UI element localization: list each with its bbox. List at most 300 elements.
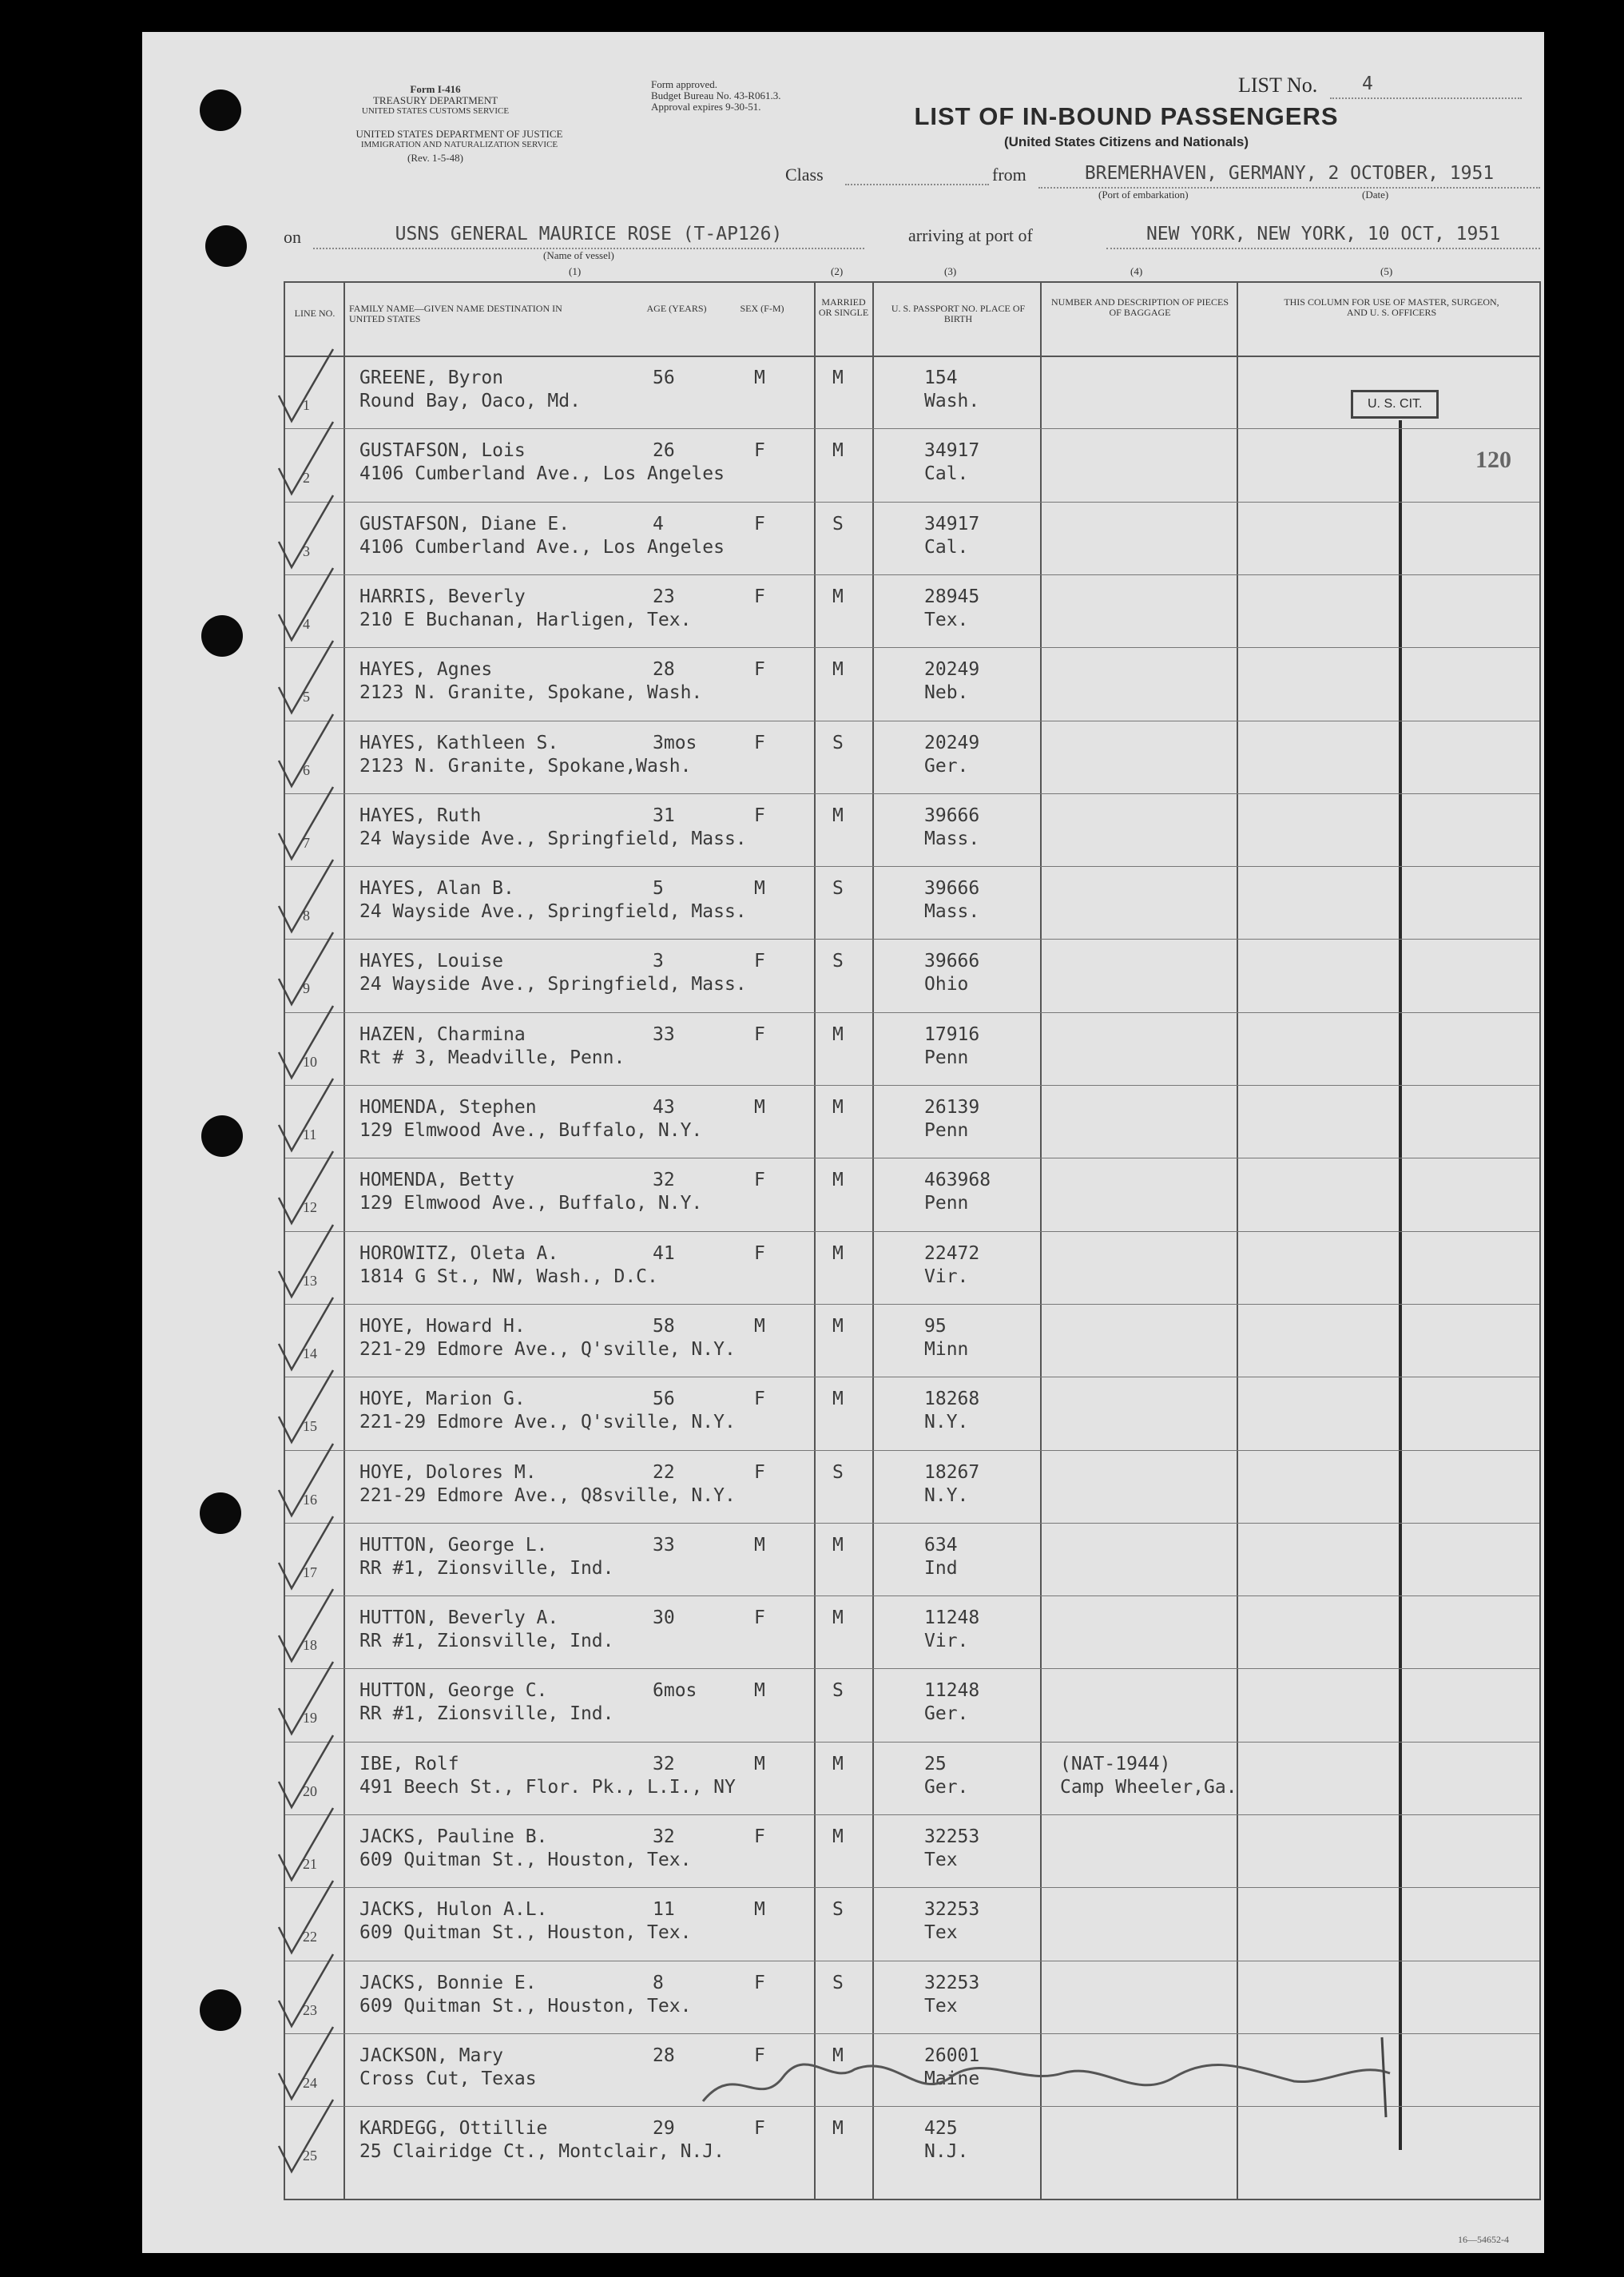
- sex: F: [754, 805, 765, 826]
- footer-code: 16—54652-4: [1458, 2234, 1509, 2245]
- line-number: 16: [303, 1491, 317, 1508]
- row-divider: [285, 502, 1539, 503]
- sex: F: [754, 1826, 765, 1847]
- place-of-birth: Tex: [924, 1995, 958, 2017]
- destination: 24 Wayside Ave., Springfield, Mass.: [359, 974, 747, 995]
- table-row: [285, 647, 1539, 720]
- marital-status: M: [832, 2118, 844, 2140]
- marital-status: S: [832, 732, 844, 753]
- line-number: 1: [303, 397, 310, 413]
- passenger-name: HAZEN, Charmina: [359, 1023, 526, 1045]
- sex: F: [754, 440, 765, 462]
- marital-status: M: [832, 1170, 844, 1191]
- list-no-label: LIST No.: [1238, 74, 1318, 97]
- destination: 2123 N. Granite, Spokane, Wash.: [359, 682, 703, 704]
- form-ins: IMMIGRATION AND NATURALIZATION SERVICE: [360, 140, 558, 149]
- passport-number: 463968: [924, 1170, 991, 1191]
- destination: Rt # 3, Meadville, Penn.: [359, 1047, 625, 1068]
- table-row: [285, 1814, 1539, 1887]
- check-mark: [277, 1816, 349, 1888]
- destination: 609 Quitman St., Houston, Tex.: [359, 1995, 692, 2017]
- line-number: 25: [303, 2148, 317, 2164]
- place-of-birth: Mass.: [924, 828, 980, 849]
- age: 58: [653, 1315, 675, 1337]
- line-number: 9: [303, 980, 310, 997]
- passport-number: 20249: [924, 732, 980, 753]
- form-doj: UNITED STATES DEPARTMENT OF JUSTICE: [355, 128, 563, 140]
- row-divider: [285, 1012, 1539, 1013]
- passenger-name: JACKS, Pauline B.: [359, 1826, 548, 1847]
- passenger-name: JACKS, Bonnie E.: [359, 1972, 537, 1993]
- check-mark: [277, 940, 349, 1012]
- check-mark: [277, 430, 349, 502]
- vessel-value: USNS GENERAL MAURICE ROSE (T-AP126): [313, 224, 864, 249]
- age: 56: [653, 1389, 675, 1410]
- form-rev: (Rev. 1-5-48): [407, 152, 463, 164]
- on-label: on: [284, 227, 301, 247]
- col-header-married: MARRIED OR SINGLE: [818, 296, 869, 318]
- passport-number: 26001: [924, 2045, 980, 2066]
- destination: 129 Elmwood Ave., Buffalo, N.Y.: [359, 1193, 703, 1214]
- sex: M: [754, 1097, 765, 1118]
- sex: M: [754, 1680, 765, 1702]
- age: 26: [653, 440, 675, 462]
- row-divider: [285, 1304, 1539, 1305]
- date-note: (Date): [1362, 189, 1389, 201]
- sex: F: [754, 2045, 765, 2066]
- marital-status: M: [832, 1753, 844, 1774]
- place-of-birth: Cal.: [924, 463, 969, 485]
- place-of-birth: Tex: [924, 1922, 958, 1944]
- passenger-name: JACKSON, Mary: [359, 2045, 504, 2066]
- col-header-officers: THIS COLUMN FOR USE OF MASTER, SURGEON, AND U. S. OFFICERS: [1284, 296, 1499, 318]
- place-of-birth: Wash.: [924, 391, 980, 411]
- sex: M: [754, 1753, 765, 1774]
- destination: 2123 N. Granite, Spokane,Wash.: [359, 755, 692, 777]
- table-row: [285, 356, 1539, 428]
- passenger-name: HAYES, Agnes: [359, 659, 493, 681]
- line-number: 24: [303, 2074, 317, 2091]
- row-divider: [285, 1231, 1539, 1232]
- check-mark: [277, 576, 349, 648]
- passenger-name: HUTTON, George L.: [359, 1534, 548, 1556]
- sex: M: [754, 1899, 765, 1921]
- sex: F: [754, 1972, 765, 1993]
- col-number: (1): [569, 265, 582, 277]
- sex: F: [754, 513, 765, 534]
- check-mark: [277, 2108, 349, 2180]
- table-row: [285, 428, 1539, 501]
- punch-hole: [200, 1989, 241, 2031]
- age: 32: [653, 1826, 675, 1847]
- row-divider: [285, 574, 1539, 575]
- passenger-name: HAYES, Louise: [359, 951, 504, 972]
- passenger-name: HAYES, Alan B.: [359, 878, 514, 900]
- page-title: LIST OF IN-BOUND PASSENGERS: [914, 102, 1339, 130]
- marital-status: M: [832, 368, 844, 388]
- row-divider: [285, 1668, 1539, 1669]
- passenger-table: [284, 281, 1541, 2200]
- age: 22: [653, 1461, 675, 1483]
- passenger-name: HAYES, Kathleen S.: [359, 732, 559, 753]
- punch-hole: [200, 1492, 241, 1534]
- row-divider: [285, 1887, 1539, 1888]
- passenger-name: GREENE, Byron: [359, 368, 504, 388]
- table-row: [285, 1668, 1539, 1741]
- place-of-birth: Ohio: [924, 974, 969, 995]
- marital-status: M: [832, 2045, 844, 2066]
- check-mark: [277, 357, 349, 429]
- age: 30: [653, 1607, 675, 1629]
- row-divider: [285, 1595, 1539, 1596]
- destination: 25 Clairidge Ct., Montclair, N.J.: [359, 2141, 725, 2163]
- sex: F: [754, 1607, 765, 1629]
- check-mark: [277, 1305, 349, 1377]
- passport-number: 32253: [924, 1826, 980, 1847]
- passenger-name: HARRIS, Beverly: [359, 586, 526, 607]
- baggage-note: (NAT-1944) Camp Wheeler,Ga.: [1060, 1753, 1237, 1798]
- line-number: 22: [303, 1929, 317, 1945]
- marital-status: S: [832, 1461, 844, 1483]
- sex: F: [754, 951, 765, 972]
- marital-status: M: [832, 1242, 844, 1264]
- approval-expires: Approval expires 9-30-51.: [651, 101, 761, 113]
- passenger-name: IBE, Rolf: [359, 1753, 459, 1774]
- table-row: [285, 1523, 1539, 1595]
- age: 5: [653, 878, 664, 900]
- passenger-name: HOROWITZ, Oleta A.: [359, 1242, 559, 1264]
- punch-hole: [205, 225, 247, 267]
- sex: M: [754, 368, 765, 388]
- marital-status: S: [832, 951, 844, 972]
- place-of-birth: Vir.: [924, 1631, 969, 1652]
- table-row: [285, 1450, 1539, 1523]
- line-number: 21: [303, 1856, 317, 1872]
- sex: F: [754, 1023, 765, 1045]
- marital-status: M: [832, 1826, 844, 1847]
- punch-hole: [201, 615, 243, 657]
- line-number: 18: [303, 1637, 317, 1654]
- budget-bureau: Budget Bureau No. 43-R061.3.: [651, 89, 781, 101]
- passport-number: 32253: [924, 1899, 980, 1921]
- passport-number: 39666: [924, 805, 980, 826]
- destination: 491 Beech St., Flor. Pk., L.I., NY: [359, 1776, 736, 1798]
- row-divider: [285, 647, 1539, 648]
- embarkation-value: BREMERHAVEN, GERMANY, 2 OCTOBER, 1951: [1038, 163, 1540, 189]
- check-mark: [277, 868, 349, 940]
- from-label: from: [992, 165, 1026, 185]
- row-divider: [285, 866, 1539, 867]
- place-of-birth: Minn: [924, 1338, 969, 1360]
- check-mark: [277, 1087, 349, 1158]
- marital-status: M: [832, 805, 844, 826]
- passenger-name: HOYE, Dolores M.: [359, 1461, 537, 1483]
- passenger-name: HUTTON, Beverly A.: [359, 1607, 559, 1629]
- col-header-baggage: NUMBER AND DESCRIPTION OF PIECES OF BAGGAGE: [1050, 296, 1229, 318]
- destination: 24 Wayside Ave., Springfield, Mass.: [359, 828, 747, 849]
- passport-number: 25: [924, 1753, 947, 1774]
- passenger-name: HOYE, Howard H.: [359, 1315, 526, 1337]
- marital-status: M: [832, 586, 844, 607]
- line-number: 23: [303, 2001, 317, 2018]
- check-mark: [277, 1159, 349, 1231]
- col-header-passport: U. S. PASSPORT NO. PLACE OF BIRTH: [891, 303, 1026, 324]
- destination: RR #1, Zionsville, Ind.: [359, 1703, 614, 1725]
- passport-number: 154: [924, 368, 958, 388]
- passenger-name: KARDEGG, Ottillie: [359, 2118, 548, 2140]
- sex: F: [754, 586, 765, 607]
- destination: RR #1, Zionsville, Ind.: [359, 1631, 614, 1652]
- check-mark: [277, 2035, 349, 2107]
- place-of-birth: N.Y.: [924, 1484, 969, 1506]
- check-mark: [277, 1378, 349, 1450]
- age: 29: [653, 2118, 675, 2140]
- table-row: [285, 1012, 1539, 1085]
- line-number: 19: [303, 1710, 317, 1727]
- check-mark: [277, 1743, 349, 1815]
- line-number: 12: [303, 1199, 317, 1216]
- col-header-age: AGE (YEARS): [646, 303, 707, 314]
- table-row: [285, 1231, 1539, 1304]
- check-mark: [277, 1014, 349, 1086]
- sex: F: [754, 1242, 765, 1264]
- destination: 1814 G St., NW, Wash., D.C.: [359, 1266, 658, 1287]
- row-divider: [285, 428, 1539, 429]
- passenger-name: HAYES, Ruth: [359, 805, 482, 826]
- line-number: 14: [303, 1345, 317, 1361]
- line-number: 5: [303, 689, 310, 705]
- age: 3mos: [653, 732, 697, 753]
- place-of-birth: Ger.: [924, 755, 969, 777]
- table-row: [285, 1377, 1539, 1449]
- table-row: [285, 721, 1539, 793]
- table-row: [285, 1595, 1539, 1668]
- col-number: (3): [944, 265, 957, 277]
- row-divider: [285, 939, 1539, 940]
- line-number: 4: [303, 615, 310, 632]
- row-divider: [285, 1814, 1539, 1815]
- check-mark: [277, 1452, 349, 1524]
- form-approved: Form approved.: [651, 78, 718, 90]
- list-no-value: 4: [1362, 74, 1373, 94]
- line-number: 8: [303, 908, 310, 924]
- passenger-name: HOMENDA, Betty: [359, 1170, 514, 1191]
- line-number: 20: [303, 1782, 317, 1799]
- marital-status: M: [832, 1315, 844, 1337]
- passport-number: 11248: [924, 1607, 980, 1629]
- sex: F: [754, 1170, 765, 1191]
- marital-status: M: [832, 659, 844, 681]
- destination: 221-29 Edmore Ave., Q'sville, N.Y.: [359, 1338, 736, 1360]
- line-number: 11: [303, 1127, 317, 1142]
- age: 33: [653, 1534, 675, 1556]
- passenger-name: GUSTAFSON, Diane E.: [359, 513, 570, 534]
- sex: F: [754, 659, 765, 681]
- marital-status: M: [832, 440, 844, 462]
- table-row: [285, 1961, 1539, 2033]
- col-number: (2): [831, 265, 844, 277]
- page-subtitle: (United States Citizens and Nationals): [1003, 134, 1249, 149]
- marital-status: S: [832, 1899, 844, 1921]
- marital-status: M: [832, 1097, 844, 1118]
- place-of-birth: Cal.: [924, 536, 969, 558]
- row-divider: [285, 1085, 1539, 1086]
- sex: M: [754, 1534, 765, 1556]
- destination: Round Bay, Oaco, Md.: [359, 391, 581, 411]
- passport-number: 34917: [924, 440, 980, 462]
- line-number: 10: [303, 1053, 317, 1070]
- arriving-label: arriving at port of: [908, 225, 1033, 245]
- age: 56: [653, 368, 675, 388]
- check-mark: [277, 503, 349, 575]
- passport-number: 18267: [924, 1461, 980, 1483]
- form-number: Form I-416: [410, 83, 461, 95]
- passport-number: 17916: [924, 1023, 980, 1045]
- marital-status: M: [832, 1389, 844, 1410]
- place-of-birth: Neb.: [924, 682, 969, 704]
- line-number: 3: [303, 542, 310, 559]
- line-number: 7: [303, 834, 310, 851]
- place-of-birth: Maine: [924, 2068, 980, 2089]
- list-no-line: [1330, 74, 1522, 99]
- sex: F: [754, 2118, 765, 2140]
- passenger-name: HOYE, Marion G.: [359, 1389, 526, 1410]
- table-row: [285, 1887, 1539, 1960]
- destination: RR #1, Zionsville, Ind.: [359, 1557, 614, 1579]
- age: 28: [653, 2045, 675, 2066]
- place-of-birth: Tex: [924, 1850, 958, 1870]
- marital-status: M: [832, 1607, 844, 1629]
- signature-scrawl: [687, 2029, 1422, 2125]
- place-of-birth: Penn: [924, 1120, 969, 1141]
- age: 33: [653, 1023, 675, 1045]
- table-row: [285, 939, 1539, 1011]
- passport-number: 95: [924, 1315, 947, 1337]
- passport-number: 634: [924, 1534, 958, 1556]
- passenger-name: HOMENDA, Stephen: [359, 1097, 537, 1118]
- marital-status: S: [832, 1680, 844, 1702]
- line-number: 15: [303, 1418, 317, 1435]
- marital-status: S: [832, 1972, 844, 1993]
- passport-number: 26139: [924, 1097, 980, 1118]
- check-mark: [277, 1962, 349, 2034]
- marital-status: S: [832, 513, 844, 534]
- place-of-birth: Penn: [924, 1193, 969, 1214]
- age: 11: [653, 1899, 675, 1921]
- place-of-birth: N.J.: [924, 2141, 969, 2163]
- age: 4: [653, 513, 664, 534]
- place-of-birth: Tex.: [924, 609, 969, 630]
- place-of-birth: Mass.: [924, 901, 980, 923]
- table-row: [285, 793, 1539, 866]
- col-header-line: LINE NO.: [294, 308, 336, 319]
- sex: F: [754, 732, 765, 753]
- check-mark: [277, 649, 349, 721]
- destination: 4106 Cumberland Ave., Los Angeles: [359, 463, 725, 485]
- sex: M: [754, 1315, 765, 1337]
- passenger-name: JACKS, Hulon A.L.: [359, 1899, 548, 1921]
- destination: 609 Quitman St., Houston, Tex.: [359, 1850, 692, 1870]
- destination: 210 E Buchanan, Harligen, Tex.: [359, 609, 692, 630]
- passenger-name: HUTTON, George C.: [359, 1680, 548, 1702]
- row-divider: [285, 1450, 1539, 1451]
- age: 31: [653, 805, 675, 826]
- passport-number: 425: [924, 2118, 958, 2140]
- passport-number: 22472: [924, 1242, 980, 1264]
- passport-number: 28945: [924, 586, 980, 607]
- place-of-birth: Penn: [924, 1047, 969, 1068]
- check-mark: [277, 1670, 349, 1742]
- check-mark: [277, 1889, 349, 1961]
- place-of-birth: Ger.: [924, 1776, 969, 1798]
- check-mark: [277, 1524, 349, 1596]
- marital-status: M: [832, 1023, 844, 1045]
- sex: F: [754, 1461, 765, 1483]
- passport-number: 39666: [924, 878, 980, 900]
- table-row: [285, 1304, 1539, 1377]
- destination: Cross Cut, Texas: [359, 2068, 537, 2089]
- us-citizen-stamp: U. S. CIT.: [1351, 390, 1439, 419]
- destination: 24 Wayside Ave., Springfield, Mass.: [359, 901, 747, 923]
- table-row: [285, 1158, 1539, 1230]
- class-label: Class: [785, 165, 824, 185]
- destination: 609 Quitman St., Houston, Tex.: [359, 1922, 692, 1944]
- table-row: [285, 1742, 1539, 1814]
- age: 8: [653, 1972, 664, 1993]
- place-of-birth: Vir.: [924, 1266, 969, 1287]
- row-divider: [285, 793, 1539, 794]
- table-row: [285, 502, 1539, 574]
- port-note: (Port of embarkation): [1098, 189, 1189, 201]
- line-number: 2: [303, 470, 310, 487]
- age: 23: [653, 586, 675, 607]
- form-service: UNITED STATES CUSTOMS SERVICE: [361, 106, 510, 116]
- line-number: 13: [303, 1272, 317, 1289]
- col-number: (5): [1380, 265, 1393, 277]
- passport-number: 32253: [924, 1972, 980, 1993]
- sex: M: [754, 878, 765, 900]
- check-mark: [277, 722, 349, 794]
- sex: F: [754, 1389, 765, 1410]
- age: 28: [653, 659, 675, 681]
- age: 3: [653, 951, 664, 972]
- punch-hole: [200, 89, 241, 131]
- col-header-sex: SEX (F-M): [740, 303, 784, 314]
- passenger-name: GUSTAFSON, Lois: [359, 440, 526, 462]
- row-divider: [285, 1523, 1539, 1524]
- age: 6mos: [653, 1680, 697, 1702]
- class-line: [845, 184, 989, 185]
- marital-status: S: [832, 878, 844, 900]
- age: 43: [653, 1097, 675, 1118]
- line-number: 6: [303, 761, 310, 778]
- col-number: (4): [1130, 265, 1143, 277]
- age: 32: [653, 1753, 675, 1774]
- line-number: 17: [303, 1564, 317, 1580]
- place-of-birth: N.Y.: [924, 1412, 969, 1433]
- check-mark: [277, 1597, 349, 1669]
- row-divider: [285, 1742, 1539, 1743]
- marital-status: M: [832, 1534, 844, 1556]
- table-row: [285, 574, 1539, 647]
- table-row: [285, 866, 1539, 939]
- passport-number: 39666: [924, 951, 980, 972]
- table-row: [285, 1085, 1539, 1158]
- age: 41: [653, 1242, 675, 1264]
- passport-number: 20249: [924, 659, 980, 681]
- age: 32: [653, 1170, 675, 1191]
- vessel-note: (Name of vessel): [543, 249, 614, 261]
